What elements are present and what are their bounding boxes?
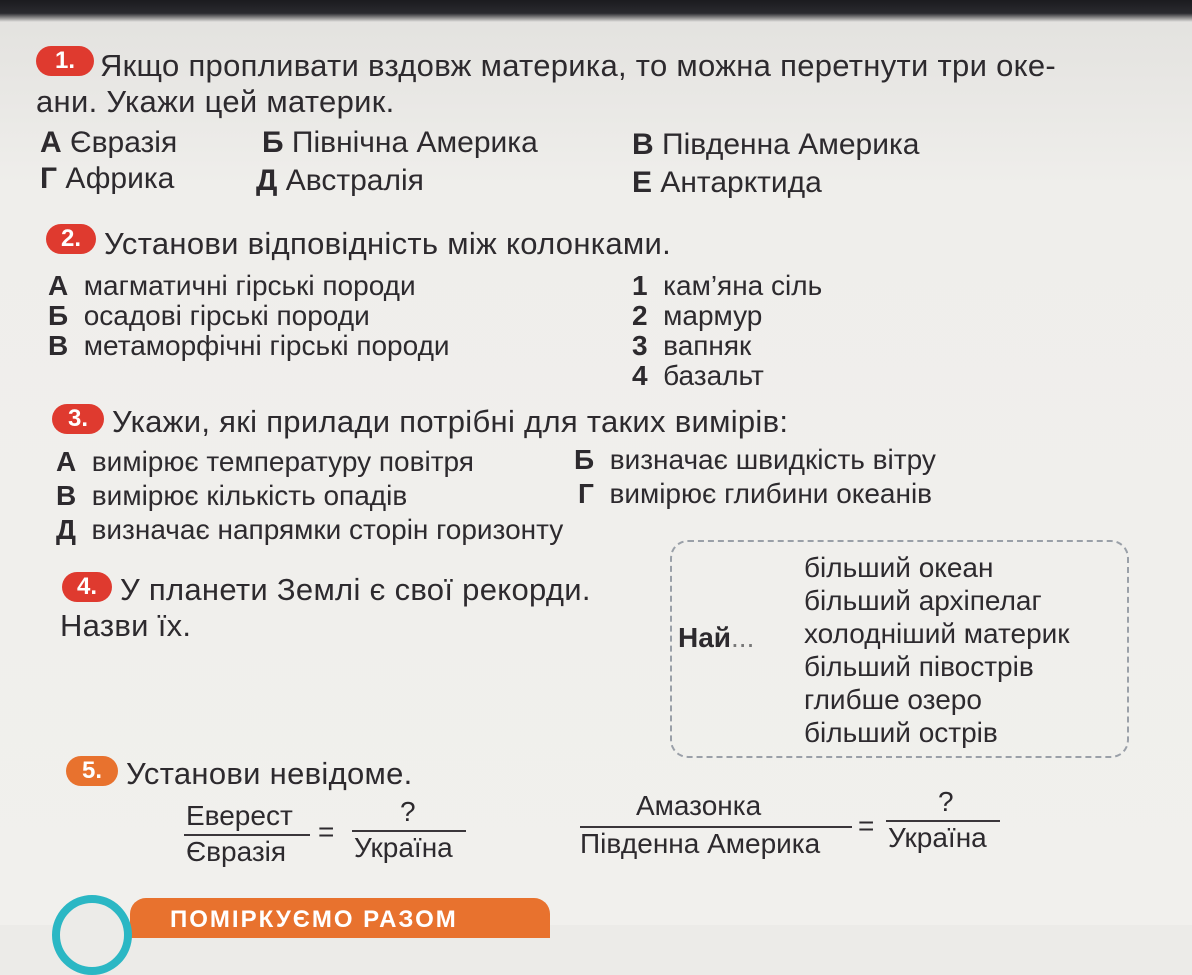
q1-option-v: В Південна Америка	[632, 128, 920, 161]
records-prefix: Най...	[678, 622, 755, 653]
question-3-text: Укажи, які прилади потрібні для таких вимірів:	[112, 404, 789, 439]
q2-left-v: В метаморфічні гірські породи	[48, 330, 450, 361]
q1-option-g: Г Африка	[40, 162, 175, 195]
q2-right-4: 4 базальт	[632, 360, 764, 391]
record-item: глибше озеро	[804, 684, 982, 715]
section-banner: ПОМІРКУЄМО РАЗОМ	[130, 898, 550, 938]
question-3-badge: 3.	[52, 404, 104, 434]
q2-right-1: 1 кам’яна сіль	[632, 270, 823, 301]
fraction-1-denominator: Євразія	[186, 836, 287, 867]
fraction-4-denominator: Україна	[888, 822, 987, 853]
equals-sign-1: =	[318, 816, 335, 847]
question-5-badge: 5.	[66, 756, 118, 786]
screen-top-edge	[0, 0, 1192, 22]
question-4-line2: Назви їх.	[60, 608, 192, 643]
fraction-2-numerator: ?	[400, 796, 416, 827]
question-1-badge: 1.	[36, 46, 94, 76]
fraction-2-denominator: Україна	[354, 832, 453, 863]
fraction-4-numerator: ?	[938, 786, 954, 817]
question-4-badge: 4.	[62, 572, 112, 602]
record-item: холодніший материк	[804, 618, 1070, 649]
question-1-line1: Якщо пропливати вздовж материка, то можна перетнути три оке-	[100, 48, 1057, 83]
record-item: більший острів	[804, 717, 998, 748]
fraction-1-numerator: Еверест	[186, 800, 293, 831]
equals-sign-2: =	[858, 810, 875, 841]
q1-option-e: Е Антарктида	[632, 166, 822, 199]
q3-option-d: Д визначає напрямки сторін горизонту	[56, 514, 564, 545]
record-item: більший архіпелаг	[804, 585, 1042, 616]
q1-option-b: Б Північна Америка	[262, 126, 538, 159]
q3-option-v: В вимірює кількість опадів	[56, 480, 408, 511]
q2-left-a: А магматичні гірські породи	[48, 270, 416, 301]
fraction-3-numerator: Амазонка	[636, 790, 762, 821]
fraction-3-denominator: Південна Америка	[580, 828, 821, 859]
question-4-line1: У планети Землі є свої рекорди.	[120, 572, 591, 607]
q3-option-a: А вимірює температуру повітря	[56, 446, 474, 477]
record-item: більший півострів	[804, 651, 1034, 682]
q3-option-b: Б визначає швидкість вітру	[574, 444, 936, 475]
q2-right-2: 2 мармур	[632, 300, 763, 331]
question-2-badge: 2.	[46, 224, 96, 254]
section-icon	[52, 895, 132, 975]
question-5-text: Установи невідоме.	[126, 756, 413, 791]
question-1-line2: ани. Укажи цей материк.	[36, 84, 395, 119]
q1-option-d: Д Австралія	[256, 164, 424, 197]
record-item: більший океан	[804, 552, 994, 583]
q2-left-b: Б осадові гірські породи	[48, 300, 370, 331]
q1-option-a: А Євразія	[40, 126, 178, 159]
q2-right-3: 3 вапняк	[632, 330, 752, 361]
question-2-text: Установи відповідність між колонками.	[104, 226, 671, 261]
q3-option-g: Г вимірює глибини океанів	[578, 478, 933, 509]
